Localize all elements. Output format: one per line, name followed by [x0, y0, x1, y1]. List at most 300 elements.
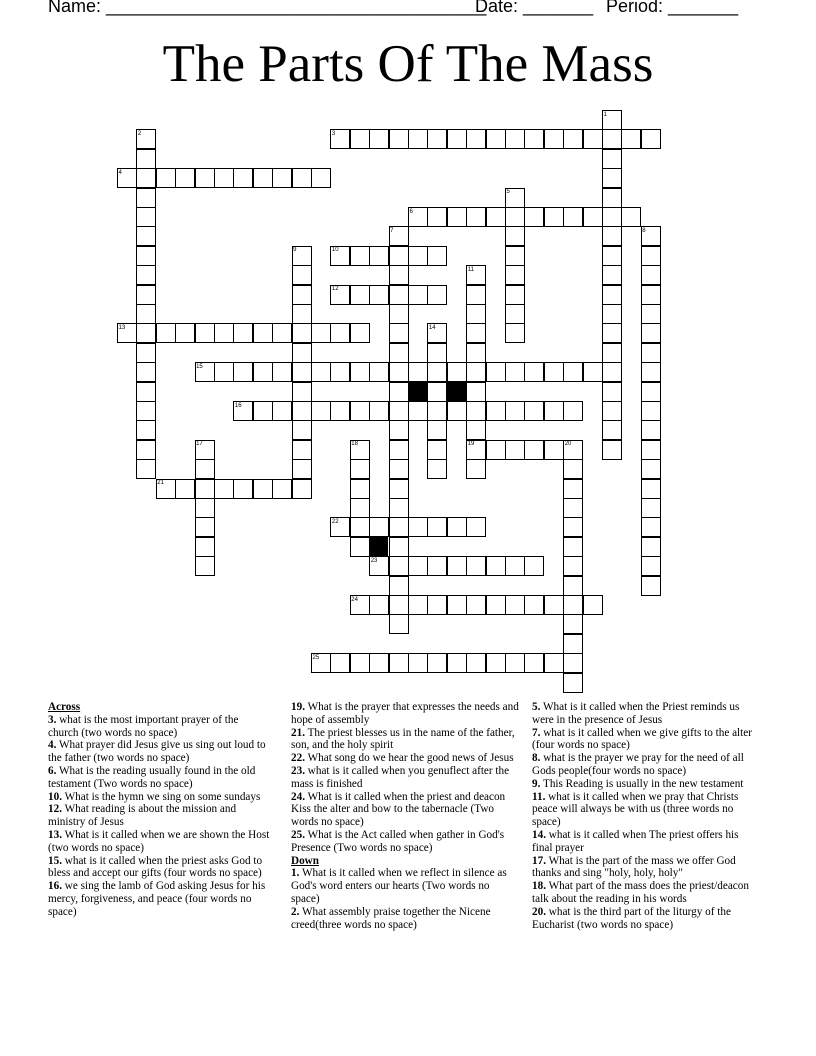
grid-cell[interactable] — [389, 614, 409, 634]
grid-cell[interactable] — [389, 323, 409, 343]
grid-cell[interactable] — [641, 556, 661, 576]
grid-cell[interactable] — [369, 362, 389, 382]
down-clue — [291, 906, 519, 932]
grid-cell[interactable] — [389, 304, 409, 324]
grid-cell[interactable] — [330, 323, 350, 343]
grid-cell[interactable] — [136, 168, 156, 188]
grid-cell[interactable] — [447, 207, 467, 227]
grid-cell[interactable] — [427, 382, 447, 402]
grid-cell[interactable] — [195, 517, 215, 537]
grid-cell[interactable] — [311, 401, 331, 421]
grid-cell[interactable] — [466, 343, 486, 363]
grid-cell[interactable] — [408, 362, 428, 382]
grid-cell[interactable] — [350, 537, 370, 557]
grid-cell[interactable] — [563, 595, 583, 615]
grid-cell[interactable] — [427, 440, 447, 460]
grid-cell[interactable] — [466, 323, 486, 343]
down-clue — [532, 701, 754, 727]
across-clue — [291, 765, 519, 791]
grid-cell[interactable] — [427, 246, 447, 266]
grid-cell[interactable] — [486, 653, 506, 673]
grid-cell[interactable] — [602, 265, 622, 285]
grid-cell[interactable] — [389, 362, 409, 382]
grid-cell[interactable] — [408, 401, 428, 421]
clue-number-label: 14. — [532, 828, 546, 841]
grid-cell[interactable] — [486, 440, 506, 460]
grid-cell[interactable] — [136, 207, 156, 227]
grid-cell[interactable] — [563, 556, 583, 576]
grid-cell[interactable] — [389, 517, 409, 537]
grid-cell[interactable] — [486, 362, 506, 382]
grid-cell[interactable] — [427, 129, 447, 149]
grid-cell[interactable] — [427, 362, 447, 382]
grid-cell[interactable] — [544, 207, 564, 227]
grid-cell[interactable] — [292, 420, 312, 440]
name-field[interactable]: Name: ______________________________________ — [48, 0, 487, 16]
down-clue — [532, 791, 754, 829]
grid-cell[interactable] — [505, 207, 525, 227]
grid-cell[interactable] — [602, 285, 622, 305]
grid-cell[interactable] — [136, 343, 156, 363]
grid-cell[interactable] — [602, 246, 622, 266]
grid-cell[interactable] — [253, 168, 273, 188]
grid-cell[interactable] — [602, 343, 622, 363]
grid-cell[interactable] — [136, 149, 156, 169]
grid-cell[interactable] — [408, 653, 428, 673]
grid-cell[interactable] — [350, 285, 370, 305]
clue-text: What is the Act called when gather in God's Presence (Two words no space) — [291, 828, 505, 854]
grid-cell[interactable] — [563, 498, 583, 518]
grid-cell[interactable] — [466, 401, 486, 421]
grid-cell[interactable] — [389, 265, 409, 285]
grid-cell[interactable] — [563, 479, 583, 499]
grid-cell[interactable] — [466, 304, 486, 324]
grid-cell[interactable] — [602, 420, 622, 440]
grid-cell[interactable] — [136, 226, 156, 246]
grid-cell[interactable] — [641, 285, 661, 305]
grid-cell[interactable] — [369, 517, 389, 537]
clue-number-label: 9. — [532, 777, 541, 790]
grid-cell[interactable] — [389, 343, 409, 363]
grid-cell[interactable] — [272, 323, 292, 343]
clue-text: What is the hymn we sing on some sundays — [61, 790, 261, 803]
clue-number: 22 — [331, 518, 339, 525]
grid-cell[interactable] — [427, 459, 447, 479]
grid-cell[interactable] — [253, 362, 273, 382]
grid-cell[interactable] — [389, 556, 409, 576]
grid-cell[interactable] — [466, 285, 486, 305]
grid-cell[interactable] — [389, 440, 409, 460]
clue-number: 19 — [467, 441, 475, 448]
grid-cell[interactable] — [486, 556, 506, 576]
clue-number: 21 — [157, 480, 164, 487]
grid-cell[interactable] — [272, 401, 292, 421]
grid-cell[interactable] — [466, 382, 486, 402]
grid-cell[interactable] — [602, 129, 622, 149]
grid-cell[interactable] — [253, 323, 273, 343]
across-clue — [48, 739, 270, 765]
grid-cell[interactable] — [602, 440, 622, 460]
grid-cell[interactable] — [427, 556, 447, 576]
grid-cell[interactable] — [369, 401, 389, 421]
clue-number: 18 — [351, 441, 358, 448]
grid-cell[interactable] — [214, 323, 234, 343]
grid-cell[interactable] — [447, 556, 467, 576]
grid-cell[interactable] — [175, 323, 195, 343]
grid-cell[interactable] — [233, 168, 253, 188]
grid-cell[interactable] — [641, 323, 661, 343]
grid-cell[interactable] — [505, 129, 525, 149]
grid-cell[interactable] — [195, 459, 215, 479]
grid-cell[interactable] — [641, 362, 661, 382]
grid-cell[interactable] — [466, 362, 486, 382]
grid-cell[interactable] — [156, 168, 176, 188]
grid-cell[interactable] — [466, 207, 486, 227]
grid-cell[interactable] — [641, 129, 661, 149]
grid-cell[interactable] — [641, 440, 661, 460]
grid-cell[interactable] — [602, 168, 622, 188]
grid-cell[interactable] — [563, 459, 583, 479]
grid-cell[interactable] — [505, 595, 525, 615]
clue-column-1 — [48, 701, 270, 919]
clue-column-2 — [291, 701, 519, 931]
grid-cell[interactable] — [602, 226, 622, 246]
grid-cell[interactable] — [136, 285, 156, 305]
grid-cell[interactable] — [505, 556, 525, 576]
grid-cell[interactable] — [292, 168, 312, 188]
grid-cell[interactable] — [524, 595, 544, 615]
grid-cell[interactable] — [563, 537, 583, 557]
grid-cell[interactable] — [602, 323, 622, 343]
grid-cell[interactable] — [330, 401, 350, 421]
grid-cell[interactable] — [136, 459, 156, 479]
grid-cell[interactable] — [136, 188, 156, 208]
grid-cell[interactable] — [389, 285, 409, 305]
clue-number: 17 — [196, 441, 203, 448]
grid-cell[interactable] — [427, 517, 447, 537]
grid-cell[interactable] — [486, 595, 506, 615]
grid-cell[interactable] — [427, 653, 447, 673]
grid-cell[interactable] — [292, 362, 312, 382]
grid-cell[interactable] — [427, 285, 447, 305]
across-clue — [291, 791, 519, 829]
grid-cell[interactable] — [583, 595, 603, 615]
clue-number: 24 — [351, 596, 358, 603]
grid-cell[interactable] — [602, 188, 622, 208]
grid-cell[interactable] — [369, 595, 389, 615]
grid-cell[interactable] — [447, 595, 467, 615]
grid-cell[interactable] — [350, 517, 370, 537]
grid-cell[interactable] — [369, 653, 389, 673]
grid-cell[interactable] — [641, 304, 661, 324]
grid-cell[interactable] — [156, 323, 176, 343]
grid-cell[interactable] — [486, 207, 506, 227]
grid-cell[interactable] — [563, 517, 583, 537]
clue-text: What is the part of the mass we offer God thanks and sing "holy, holy, holy" — [532, 854, 736, 880]
clue-text: What is it called when the priest and deacon Kiss the alter and bow to the tabernacle (Two words no space) — [291, 790, 506, 829]
grid-cell[interactable] — [505, 653, 525, 673]
grid-cell[interactable] — [505, 226, 525, 246]
grid-cell[interactable] — [136, 362, 156, 382]
grid-cell[interactable] — [350, 323, 370, 343]
grid-cell[interactable] — [641, 246, 661, 266]
grid-cell[interactable] — [136, 382, 156, 402]
grid-cell[interactable] — [136, 323, 156, 343]
grid-cell[interactable] — [136, 304, 156, 324]
clue-number-label: 12. — [48, 803, 62, 816]
grid-cell[interactable] — [427, 343, 447, 363]
grid-cell[interactable] — [214, 168, 234, 188]
grid-cell[interactable] — [350, 479, 370, 499]
grid-cell[interactable] — [505, 362, 525, 382]
clue-number: 6 — [409, 208, 413, 215]
grid-cell[interactable] — [466, 517, 486, 537]
clue-text: This Reading is usually in the new testament — [540, 777, 744, 790]
grid-cell[interactable] — [563, 614, 583, 634]
grid-cell[interactable] — [292, 382, 312, 402]
grid-cell[interactable] — [505, 265, 525, 285]
grid-cell[interactable] — [272, 168, 292, 188]
grid-cell[interactable] — [350, 653, 370, 673]
grid-cell[interactable] — [136, 420, 156, 440]
grid-cell[interactable] — [330, 362, 350, 382]
grid-cell[interactable] — [389, 576, 409, 596]
clue-number: 10 — [331, 247, 339, 254]
grid-cell[interactable] — [466, 459, 486, 479]
grid-cell[interactable] — [233, 323, 253, 343]
grid-cell[interactable] — [389, 401, 409, 421]
grid-cell[interactable] — [563, 653, 583, 673]
grid-cell[interactable] — [408, 556, 428, 576]
grid-cell[interactable] — [602, 304, 622, 324]
grid-cell[interactable] — [544, 653, 564, 673]
grid-cell[interactable] — [195, 537, 215, 557]
grid-cell[interactable] — [292, 401, 312, 421]
grid-cell[interactable] — [505, 304, 525, 324]
across-clue — [48, 855, 270, 881]
grid-cell[interactable] — [292, 285, 312, 305]
grid-cell[interactable] — [350, 362, 370, 382]
grid-cell[interactable] — [641, 401, 661, 421]
grid-cell[interactable] — [408, 129, 428, 149]
clue-number-label: 15. — [48, 854, 62, 867]
grid-cell[interactable] — [641, 517, 661, 537]
grid-cell[interactable] — [447, 653, 467, 673]
grid-cell[interactable] — [641, 382, 661, 402]
grid-cell[interactable] — [621, 129, 641, 149]
grid-cell[interactable] — [427, 207, 447, 227]
grid-cell[interactable] — [447, 517, 467, 537]
grid-cell[interactable] — [292, 459, 312, 479]
grid-cell[interactable] — [350, 401, 370, 421]
grid-cell[interactable] — [175, 168, 195, 188]
clue-number: 23 — [370, 557, 378, 564]
grid-cell[interactable] — [602, 207, 622, 227]
clue-number-label: 21. — [291, 726, 305, 739]
grid-cell[interactable] — [466, 420, 486, 440]
grid-cell[interactable] — [583, 129, 603, 149]
grid-cell[interactable] — [563, 576, 583, 596]
grid-cell[interactable] — [253, 401, 273, 421]
grid-cell[interactable] — [350, 459, 370, 479]
grid-cell[interactable] — [466, 129, 486, 149]
clue-text: The priest blesses us in the name of the father, son, and the holy spirit — [291, 726, 515, 752]
grid-cell[interactable] — [466, 556, 486, 576]
grid-cell[interactable] — [272, 362, 292, 382]
grid-cell[interactable] — [602, 362, 622, 382]
grid-cell[interactable] — [195, 556, 215, 576]
grid-cell[interactable] — [389, 129, 409, 149]
grid-cell[interactable] — [524, 440, 544, 460]
grid-cell[interactable] — [408, 246, 428, 266]
grid-cell[interactable] — [292, 265, 312, 285]
grid-cell[interactable] — [292, 304, 312, 324]
grid-cell[interactable] — [292, 440, 312, 460]
across-clue — [48, 791, 270, 804]
grid-cell[interactable] — [505, 323, 525, 343]
grid-cell[interactable] — [311, 323, 331, 343]
grid-cell[interactable] — [389, 459, 409, 479]
grid-cell[interactable] — [195, 323, 215, 343]
grid-cell[interactable] — [311, 168, 331, 188]
grid-cell[interactable] — [544, 595, 564, 615]
grid-cell[interactable] — [524, 556, 544, 576]
grid-cell[interactable] — [544, 401, 564, 421]
clue-number: 14 — [428, 324, 436, 331]
clue-text: what is it called when we give gifts to the alter (four words no space) — [532, 726, 752, 752]
grid-cell[interactable] — [583, 362, 603, 382]
grid-cell[interactable] — [350, 246, 370, 266]
grid-cell[interactable] — [408, 595, 428, 615]
grid-cell[interactable] — [505, 401, 525, 421]
grid-cell[interactable] — [389, 246, 409, 266]
across-clue — [291, 701, 519, 727]
grid-cell[interactable] — [427, 420, 447, 440]
grid-cell[interactable] — [175, 479, 195, 499]
grid-cell[interactable] — [292, 343, 312, 363]
grid-cell[interactable] — [292, 323, 312, 343]
grid-cell[interactable] — [602, 149, 622, 169]
clue-number-label: 20. — [532, 905, 546, 918]
date-field[interactable]: Date: _______ — [475, 0, 594, 16]
period-field[interactable]: Period: _______ — [606, 0, 739, 16]
grid-cell[interactable] — [427, 401, 447, 421]
grid-cell[interactable] — [427, 595, 447, 615]
grid-cell[interactable] — [466, 653, 486, 673]
grid-cell[interactable] — [524, 653, 544, 673]
grid-cell[interactable] — [486, 129, 506, 149]
grid-cell[interactable] — [350, 498, 370, 518]
grid-cell[interactable] — [544, 440, 564, 460]
grid-cell[interactable] — [369, 246, 389, 266]
grid-cell[interactable] — [389, 537, 409, 557]
grid-cell[interactable] — [389, 479, 409, 499]
grid-cell[interactable] — [389, 382, 409, 402]
grid-cell[interactable] — [447, 129, 467, 149]
grid-cell[interactable] — [447, 401, 467, 421]
grid-cell[interactable] — [641, 498, 661, 518]
grid-cell[interactable] — [641, 537, 661, 557]
grid-cell[interactable] — [641, 343, 661, 363]
grid-cell[interactable] — [136, 440, 156, 460]
grid-cell[interactable] — [563, 207, 583, 227]
grid-cell[interactable] — [563, 673, 583, 693]
grid-cell[interactable] — [524, 129, 544, 149]
grid-cell[interactable] — [544, 362, 564, 382]
grid-cell[interactable] — [195, 479, 215, 499]
grid-cell[interactable] — [214, 362, 234, 382]
grid-cell[interactable] — [389, 498, 409, 518]
grid-cell[interactable] — [136, 265, 156, 285]
grid-cell[interactable] — [195, 168, 215, 188]
grid-cell[interactable] — [524, 207, 544, 227]
clue-text: What assembly praise together the Nicene creed(three words no space) — [291, 905, 491, 931]
across-heading: Across — [48, 701, 81, 713]
grid-cell[interactable] — [253, 479, 273, 499]
clue-number: 9 — [293, 247, 297, 254]
grid-cell[interactable] — [505, 246, 525, 266]
clue-text: What song do we hear the good news of Jesus — [304, 752, 514, 765]
grid-cell[interactable] — [350, 129, 370, 149]
grid-cell[interactable] — [602, 401, 622, 421]
grid-cell[interactable] — [447, 362, 467, 382]
grid-cell[interactable] — [311, 362, 331, 382]
clue-number-label: 4. — [48, 739, 57, 752]
grid-cell[interactable] — [466, 595, 486, 615]
grid-cell[interactable] — [233, 362, 253, 382]
grid-cell[interactable] — [369, 129, 389, 149]
grid-cell[interactable] — [505, 285, 525, 305]
grid-cell[interactable] — [563, 401, 583, 421]
grid-cell[interactable] — [408, 517, 428, 537]
grid-cell[interactable] — [486, 401, 506, 421]
grid-cell[interactable] — [524, 401, 544, 421]
grid-cell[interactable] — [389, 653, 409, 673]
down-clue — [291, 867, 519, 905]
grid-cell[interactable] — [621, 207, 641, 227]
across-clue — [48, 829, 270, 855]
grid-cell[interactable] — [641, 265, 661, 285]
grid-cell[interactable] — [563, 634, 583, 654]
grid-cell[interactable] — [544, 129, 564, 149]
grid-cell[interactable] — [583, 207, 603, 227]
grid-cell[interactable] — [563, 362, 583, 382]
across-clue — [48, 880, 270, 918]
grid-cell[interactable] — [330, 653, 350, 673]
grid-cell[interactable] — [272, 479, 292, 499]
grid-cell[interactable] — [233, 479, 253, 499]
grid-cell[interactable] — [602, 382, 622, 402]
grid-cell[interactable] — [524, 362, 544, 382]
grid-cell[interactable] — [389, 595, 409, 615]
grid-cell[interactable] — [505, 440, 525, 460]
grid-cell[interactable] — [136, 246, 156, 266]
grid-cell[interactable] — [641, 479, 661, 499]
grid-cell[interactable] — [136, 401, 156, 421]
clue-number-label: 22. — [291, 752, 305, 765]
grid-cell[interactable] — [563, 129, 583, 149]
grid-cell[interactable] — [292, 479, 312, 499]
grid-cell[interactable] — [369, 285, 389, 305]
grid-cell[interactable] — [214, 479, 234, 499]
grid-cell[interactable] — [641, 576, 661, 596]
clue-number: 20 — [564, 441, 572, 448]
grid-cell[interactable] — [195, 498, 215, 518]
grid-cell[interactable] — [641, 459, 661, 479]
grid-cell[interactable] — [641, 420, 661, 440]
grid-cell[interactable] — [408, 285, 428, 305]
grid-cell[interactable] — [389, 420, 409, 440]
